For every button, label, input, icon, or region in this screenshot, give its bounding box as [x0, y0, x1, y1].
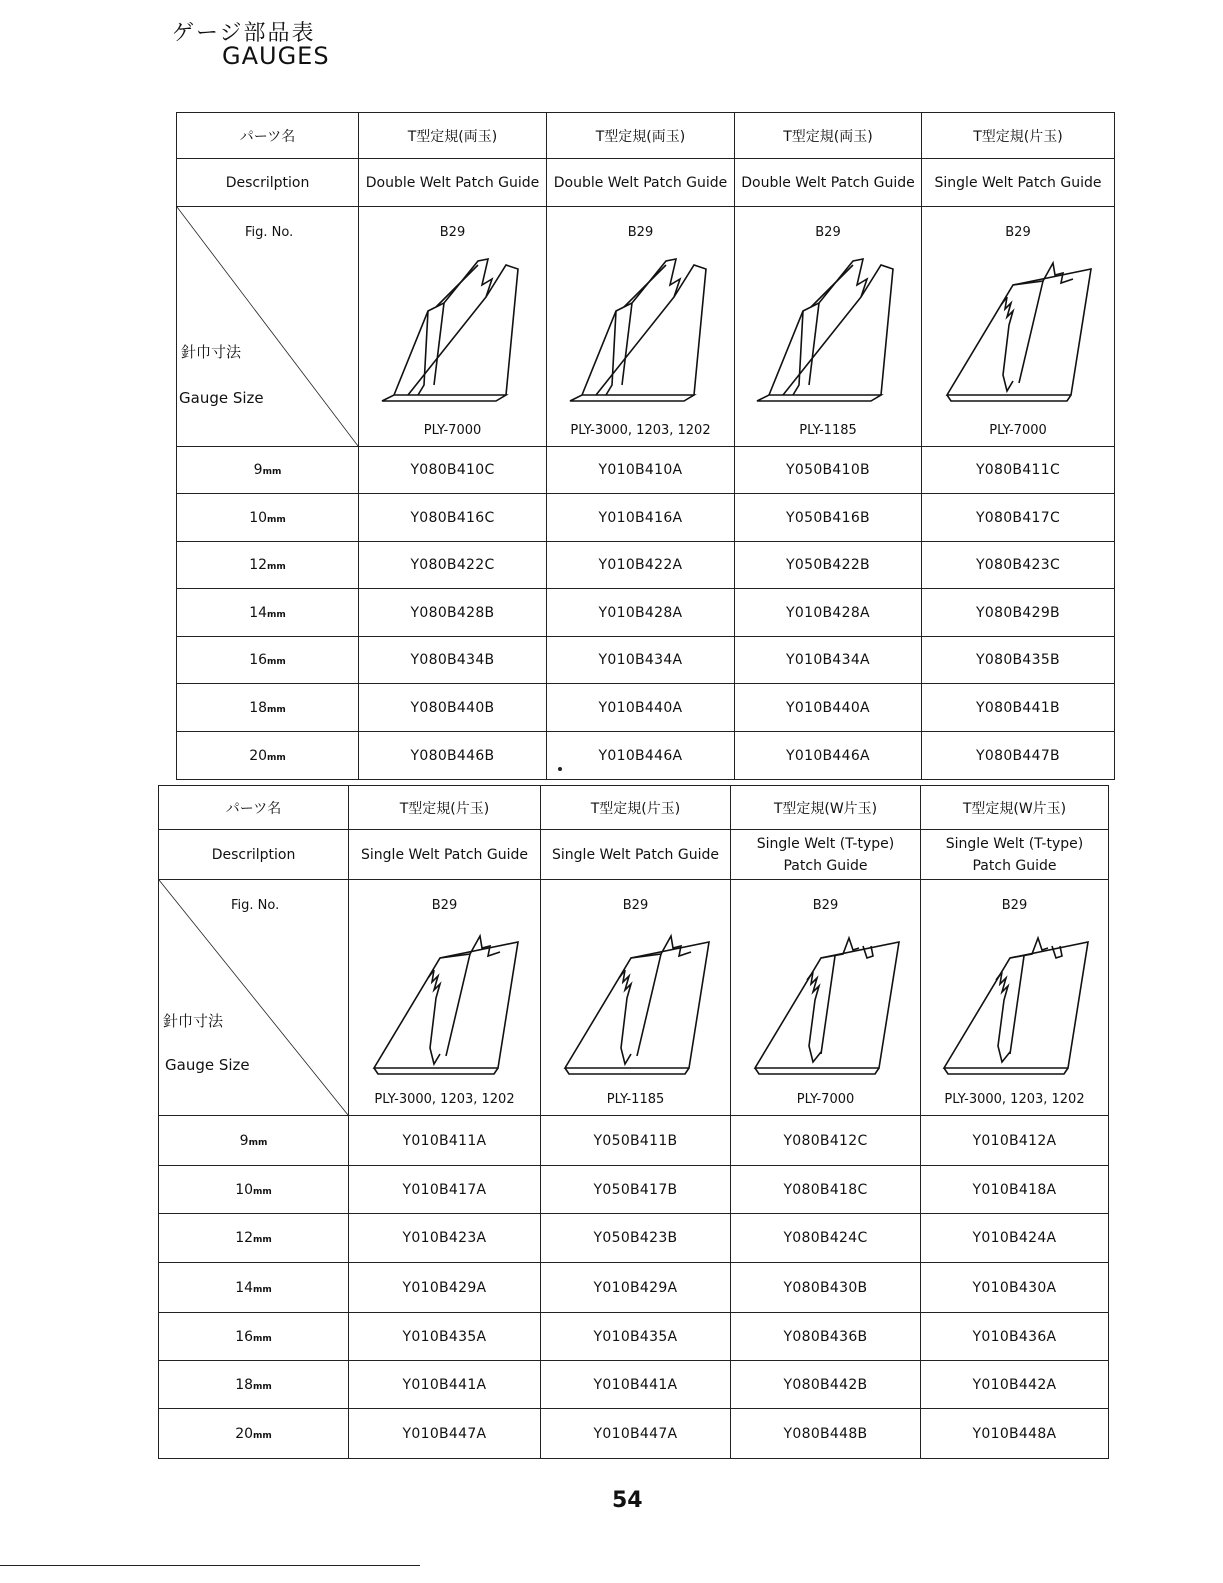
part-number: Y010B411A	[349, 1116, 541, 1166]
part-number: Y080B446B	[359, 732, 547, 780]
part-description: Single Welt Patch Guide	[541, 830, 731, 880]
diagonal-divider	[159, 880, 348, 1115]
t-type-guide-icon	[940, 918, 1090, 1078]
part-number: Y010B422A	[547, 542, 735, 589]
gauge-size-value: 9	[253, 462, 263, 478]
part-number: Y050B416B	[735, 494, 922, 542]
gauge-size-value: 20	[235, 1425, 254, 1442]
figure-number: B29	[1001, 898, 1028, 913]
gauge-size	[159, 1361, 349, 1409]
part-number: Y010B442A	[921, 1361, 1109, 1409]
part-description: Double Welt Patch Guide	[359, 159, 547, 207]
figure-cell	[922, 207, 1115, 447]
part-name-jp: T型定規(両玉)	[359, 113, 547, 159]
double-welt-guide-icon	[753, 245, 903, 405]
part-number: Y050B417B	[541, 1166, 731, 1214]
part-number: Y010B423A	[349, 1214, 541, 1263]
part-number: Y010B434A	[735, 637, 922, 684]
figure-cell	[547, 207, 735, 447]
part-description: Double Welt Patch Guide	[735, 159, 922, 207]
part-number: Y010B446A	[735, 732, 922, 780]
part-number: Y080B440B	[359, 684, 547, 732]
gauge-size-value: 18	[235, 1376, 254, 1393]
single-welt-guide-icon	[561, 918, 711, 1078]
part-number: Y010B434A	[547, 637, 735, 684]
gauge-size-label: Gauge Size	[179, 389, 264, 407]
figure-number: B29	[627, 225, 654, 240]
part-description: Single Welt Patch Guide	[922, 159, 1115, 207]
gauge-size-value: 12	[235, 1230, 254, 1246]
part-number: Y010B448A	[921, 1409, 1109, 1459]
part-number: Y010B435A	[541, 1313, 731, 1361]
part-description: Single Welt Patch Guide	[349, 830, 541, 880]
machine-model: PLY-3000, 1203, 1202	[944, 1092, 1085, 1107]
part-description: Single Welt (T-type) Patch Guide	[731, 830, 921, 880]
gauge-size-unit: mm	[253, 1430, 272, 1441]
gauge-size-unit: mm	[253, 1333, 272, 1344]
gauge-size-label-jp: 針巾寸法	[181, 343, 242, 361]
gauge-size-value: 18	[249, 699, 268, 716]
machine-model: PLY-1185	[799, 423, 857, 438]
gauge-size-unit: mm	[267, 704, 286, 715]
machine-model: PLY-7000	[796, 1092, 855, 1107]
gauge-size-label-jp: 針巾寸法	[163, 1012, 224, 1030]
gauge-size-value: 9	[239, 1132, 249, 1149]
part-name-label: パーツ名	[177, 113, 359, 159]
gauge-size	[159, 1409, 349, 1459]
part-number: Y010B418A	[921, 1166, 1109, 1214]
part-number: Y010B447A	[541, 1409, 731, 1459]
machine-model: PLY-7000	[989, 423, 1047, 438]
description-label: Descrilption	[159, 830, 349, 880]
part-number: Y080B434B	[359, 637, 547, 684]
part-number: Y010B429A	[349, 1263, 541, 1313]
gauge-size	[177, 684, 359, 732]
part-number: Y080B424C	[731, 1214, 921, 1263]
part-number: Y010B417A	[349, 1166, 541, 1214]
part-number: Y010B440A	[735, 684, 922, 732]
gauge-size-value: 20	[249, 747, 268, 764]
part-name-label: パーツ名	[159, 786, 349, 830]
figure-cell	[349, 880, 541, 1116]
gauge-size	[159, 1214, 349, 1263]
part-name-jp: T型定規(片玉)	[922, 113, 1115, 159]
part-number: Y010B428A	[547, 589, 735, 637]
gauge-size-unit: mm	[253, 1186, 272, 1197]
machine-model: PLY-3000, 1203, 1202	[374, 1092, 515, 1107]
part-number: Y080B430B	[731, 1263, 921, 1313]
part-name-jp: T型定規(片玉)	[349, 786, 541, 830]
part-number: Y050B422B	[735, 542, 922, 589]
part-description: Single Welt (T-type) Patch Guide	[921, 830, 1109, 880]
part-number: Y010B441A	[541, 1361, 731, 1409]
gauge-size-unit: mm	[267, 752, 286, 763]
gauge-size	[177, 447, 359, 494]
part-number: Y080B428B	[359, 589, 547, 637]
gauge-size-unit: mm	[262, 467, 282, 477]
gauge-size	[177, 732, 359, 780]
gauge-size-value: 14	[235, 1279, 254, 1296]
t-type-guide-icon	[751, 918, 901, 1078]
part-number: Y080B436B	[731, 1313, 921, 1361]
gauge-size-label: Gauge Size	[165, 1056, 250, 1074]
figure-size-header	[159, 880, 349, 1116]
part-number: Y080B410C	[359, 447, 547, 494]
part-number: Y080B435B	[922, 637, 1115, 684]
fig-no-label: Fig. No.	[245, 225, 294, 240]
figure-number: B29	[431, 898, 458, 913]
gauge-size-value: 10	[249, 509, 268, 526]
gauge-size-unit: mm	[267, 562, 286, 572]
gauge-size-value: 16	[235, 1328, 254, 1345]
gauge-size-value: 10	[235, 1181, 254, 1198]
gauge-size	[159, 1166, 349, 1214]
page-title: GAUGES	[222, 42, 330, 70]
gauge-size-unit: mm	[253, 1284, 272, 1295]
part-number: Y010B435A	[349, 1313, 541, 1361]
part-number: Y080B416C	[359, 494, 547, 542]
machine-model: PLY-3000, 1203, 1202	[570, 423, 711, 438]
part-number: Y010B410A	[547, 447, 735, 494]
figure-cell	[731, 880, 921, 1116]
machine-model: PLY-7000	[423, 423, 482, 438]
part-number: Y010B446A	[547, 732, 735, 780]
single-welt-guide-icon	[370, 918, 520, 1078]
figure-number: B29	[622, 898, 649, 913]
part-number: Y080B429B	[922, 589, 1115, 637]
gauge-table-2	[158, 785, 1109, 1459]
figure-cell	[735, 207, 922, 447]
fig-no-label: Fig. No.	[231, 898, 280, 913]
gauge-size-unit: mm	[267, 609, 286, 620]
gauge-size	[159, 1116, 349, 1166]
gauge-table-1	[176, 112, 1115, 780]
part-number: Y010B441A	[349, 1361, 541, 1409]
part-number: Y010B447A	[349, 1409, 541, 1459]
part-number: Y080B411C	[922, 447, 1115, 494]
part-name-jp: T型定規(両玉)	[735, 113, 922, 159]
gauge-size	[159, 1263, 349, 1313]
part-name-jp: T型定規(W片玉)	[921, 786, 1109, 830]
part-number: Y080B412C	[731, 1116, 921, 1166]
part-number: Y080B423C	[922, 542, 1115, 589]
gauge-size-unit: mm	[253, 1381, 272, 1392]
gauge-size	[159, 1313, 349, 1361]
part-number: Y080B447B	[922, 732, 1115, 780]
part-number: Y010B424A	[921, 1214, 1109, 1263]
part-name-jp: T型定規(両玉)	[547, 113, 735, 159]
stray-dot	[558, 767, 562, 771]
gauge-size-unit: mm	[267, 657, 286, 667]
footer-rule	[0, 1565, 420, 1566]
machine-model: PLY-1185	[606, 1092, 665, 1107]
figure-cell	[921, 880, 1109, 1116]
part-number: Y080B441B	[922, 684, 1115, 732]
figure-size-header	[177, 207, 359, 447]
figure-cell	[359, 207, 547, 447]
part-name-jp: T型定規(W片玉)	[731, 786, 921, 830]
part-number: Y050B423B	[541, 1214, 731, 1263]
part-number: Y010B430A	[921, 1263, 1109, 1313]
figure-number: B29	[1005, 225, 1031, 240]
page-number: 54	[612, 1488, 643, 1513]
part-number: Y010B436A	[921, 1313, 1109, 1361]
part-number: Y010B416A	[547, 494, 735, 542]
gauge-size-value: 12	[249, 557, 268, 573]
gauge-size-value: 14	[249, 604, 268, 621]
figure-cell	[541, 880, 731, 1116]
diagonal-divider	[177, 207, 358, 446]
part-number: Y010B428A	[735, 589, 922, 637]
figure-number: B29	[812, 898, 839, 913]
part-number: Y010B412A	[921, 1116, 1109, 1166]
gauge-size	[177, 494, 359, 542]
part-number: Y010B429A	[541, 1263, 731, 1313]
part-number: Y010B440A	[547, 684, 735, 732]
description-label: Descrilption	[177, 159, 359, 207]
part-number: Y050B411B	[541, 1116, 731, 1166]
figure-number: B29	[815, 225, 841, 240]
part-number: Y080B417C	[922, 494, 1115, 542]
part-number: Y080B422C	[359, 542, 547, 589]
figure-number: B29	[439, 225, 466, 240]
gauge-size-unit: mm	[253, 1235, 272, 1245]
double-welt-guide-icon	[378, 245, 528, 405]
gauge-size	[177, 542, 359, 589]
part-number: Y050B410B	[735, 447, 922, 494]
part-number: Y080B418C	[731, 1166, 921, 1214]
part-name-jp: T型定規(片玉)	[541, 786, 731, 830]
part-description: Double Welt Patch Guide	[547, 159, 735, 207]
single-welt-guide-icon	[943, 245, 1093, 405]
gauge-size-unit: mm	[267, 514, 286, 525]
gauge-size-unit: mm	[248, 1137, 268, 1148]
gauge-size	[177, 589, 359, 637]
page-title-jp: ゲージ部品表	[172, 21, 316, 46]
part-number: Y080B442B	[731, 1361, 921, 1409]
gauge-size	[177, 637, 359, 684]
double-welt-guide-icon	[566, 245, 716, 405]
part-number: Y080B448B	[731, 1409, 921, 1459]
gauge-size-value: 16	[249, 652, 268, 668]
